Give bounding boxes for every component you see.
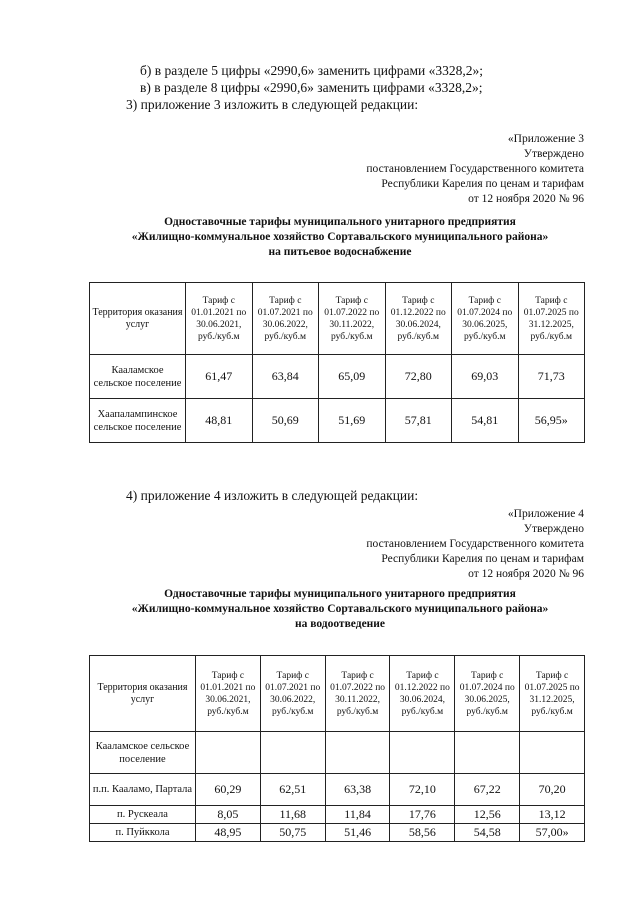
stamp-line: от 12 ноября 2020 № 96 [468,193,584,205]
column-header: Тариф с 01.07.2025 по 31.12.2025, руб./куб.м [520,656,585,732]
tariff-cell: 62,51 [260,774,325,806]
territory-name: п.п. Кааламо, Партала [90,774,196,806]
appendix3-approval-stamp [366,132,584,207]
column-header: Тариф с 01.07.2025 по 31.12.2025, руб./куб.м [518,283,585,355]
appendix3-tariff-table [89,282,585,443]
stamp-line: Утверждено [523,148,584,160]
tariff-cell: 11,84 [325,806,390,824]
tariff-cell: 17,76 [390,806,455,824]
tariff-cell: 51,46 [325,824,390,842]
intro-line-3: 3) приложение 3 изложить в следующей редакции: [126,97,419,112]
column-header: Тариф с 01.07.2024 по 30.06.2025, руб./куб.м [455,656,520,732]
tariff-cell [455,732,520,774]
title-line: Одноставочные тарифы муниципального унитарного предприятия [164,588,516,600]
territory-name: Хаапалампинское сельское поселение [90,399,186,443]
territory-name: Кааламское сельское поселение [90,732,196,774]
table-header-row [90,283,585,355]
territory-name: Кааламское сельское поселение [90,355,186,399]
tariff-cell: 56,95» [518,399,585,443]
column-header: Тариф с 01.07.2021 по 30.06.2022, руб./куб.м [260,656,325,732]
tariff-cell: 67,22 [455,774,520,806]
stamp-line: Утверждено [523,523,584,535]
tariff-cell: 8,05 [196,806,261,824]
title-line: на питьевое водоснабжение [268,246,412,258]
tariff-cell [260,732,325,774]
tariff-cell: 11,68 [260,806,325,824]
table-row [90,399,585,443]
tariff-cell: 63,84 [252,355,319,399]
tariff-cell: 57,00» [520,824,585,842]
table-row [90,824,585,842]
column-header: Тариф с 01.12.2022 по 30.06.2024, руб./куб.м [390,656,455,732]
tariff-cell [196,732,261,774]
tariff-cell: 50,75 [260,824,325,842]
stamp-line: от 12 ноября 2020 № 96 [468,568,584,580]
column-header: Тариф с 01.07.2024 по 30.06.2025, руб./куб.м [452,283,519,355]
title-line: на водоотведение [294,618,386,630]
tariff-cell: 54,58 [455,824,520,842]
intro-line-b: б) в разделе 5 цифры «2990,6» заменить цифрами «3328,2»; [140,63,483,78]
tariff-cell: 48,81 [186,399,253,443]
title-line: Одноставочные тарифы муниципального унитарного предприятия [164,216,516,228]
table-row [90,806,585,824]
tariff-cell: 70,20 [520,774,585,806]
tariff-cell: 65,09 [319,355,386,399]
tariff-cell: 50,69 [252,399,319,443]
tariff-cell: 60,29 [196,774,261,806]
stamp-line: Республики Карелия по ценам и тарифам [381,553,584,565]
tariff-cell: 72,10 [390,774,455,806]
tariff-cell: 13,12 [520,806,585,824]
stamp-line: Республики Карелия по ценам и тарифам [381,178,584,190]
column-header: Тариф с 01.01.2021 по 30.06.2021, руб./куб.м [196,656,261,732]
intro-line-v: в) в разделе 8 цифры «2990,6» заменить цифрами «3328,2»; [140,80,483,95]
territory-header: Территория оказания услуг [90,283,186,355]
tariff-cell [520,732,585,774]
column-header: Тариф с 01.07.2022 по 30.11.2022, руб./куб.м [319,283,386,355]
tariff-cell: 69,03 [452,355,519,399]
tariff-cell: 57,81 [385,399,452,443]
stamp-line: «Приложение 3 [507,133,584,145]
table-row [90,355,585,399]
tariff-cell: 12,56 [455,806,520,824]
appendix4-approval-stamp [366,507,584,582]
appendix4-tariff-table [89,655,585,842]
column-header: Тариф с 01.07.2022 по 30.11.2022, руб./куб.м [325,656,390,732]
territory-name: п. Рускеала [90,806,196,824]
tariff-cell [325,732,390,774]
appendix3-title [80,215,600,260]
tariff-cell: 71,73 [518,355,585,399]
tariff-cell: 48,95 [196,824,261,842]
tariff-cell [390,732,455,774]
territory-header: Территория оказания услуг [90,656,196,732]
column-header: Тариф с 01.12.2022 по 30.06.2024, руб./куб.м [385,283,452,355]
tariff-cell: 63,38 [325,774,390,806]
title-line: «Жилищно-коммунальное хозяйство Сортавальского муниципального района» [131,231,549,243]
appendix4-title [80,587,600,632]
table-row [90,732,585,774]
stamp-line: «Приложение 4 [507,508,584,520]
tariff-cell: 61,47 [186,355,253,399]
tariff-cell: 51,69 [319,399,386,443]
tariff-cell: 72,80 [385,355,452,399]
line-4: 4) приложение 4 изложить в следующей редакции: [126,488,419,503]
table-header-row [90,656,585,732]
stamp-line: постановлением Государственного комитета [366,538,584,550]
table-row [90,774,585,806]
column-header: Тариф с 01.01.2021 по 30.06.2021, руб./куб.м [186,283,253,355]
territory-name: п. Пуйккола [90,824,196,842]
stamp-line: постановлением Государственного комитета [366,163,584,175]
title-line: «Жилищно-коммунальное хозяйство Сортавальского муниципального района» [131,603,549,615]
tariff-cell: 54,81 [452,399,519,443]
tariff-cell: 58,56 [390,824,455,842]
column-header: Тариф с 01.07.2021 по 30.06.2022, руб./куб.м [252,283,319,355]
